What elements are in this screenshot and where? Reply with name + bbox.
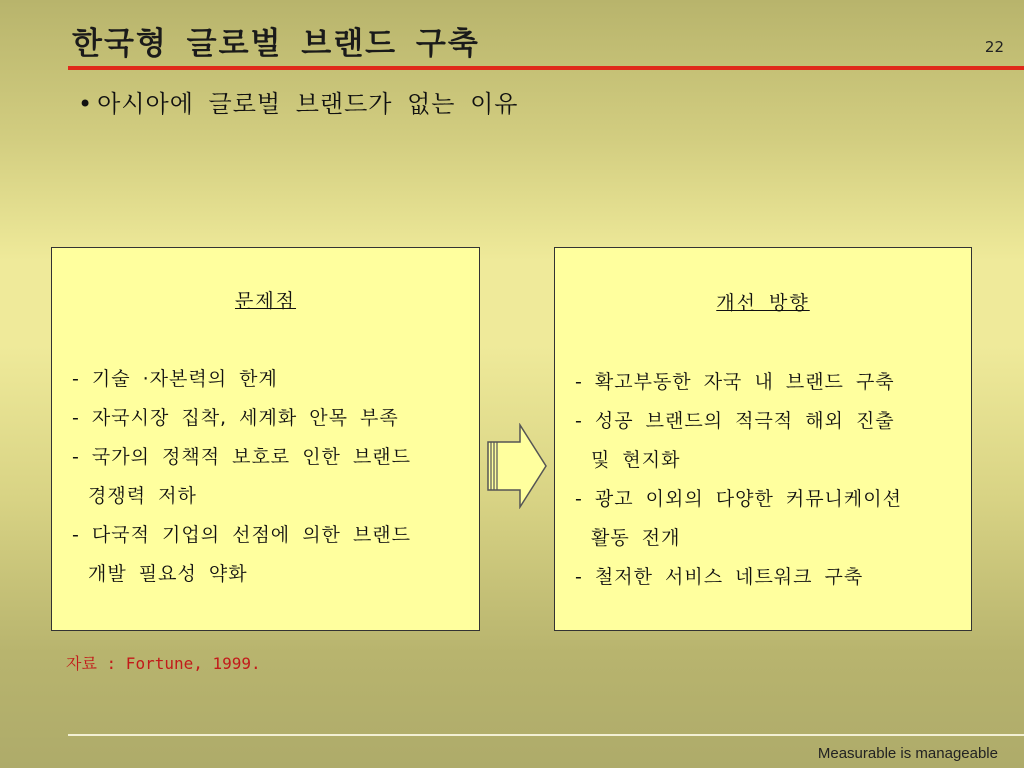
list-item — [575, 558, 965, 597]
list-item-text: - 자국시장 집착, 세계화 안목 부족 — [72, 407, 399, 429]
source-citation: 자료 : Fortune, 1999. — [66, 654, 261, 673]
page-number: 22 — [984, 38, 1004, 56]
list-item-text: - 기술 ·자본력의 한계 — [72, 368, 278, 390]
list-item-continuation: 활동 전개 — [591, 527, 681, 549]
improvements-heading: 개선 방향 — [716, 292, 810, 314]
list-item-text: - 성공 브랜드의 적극적 해외 진출 — [575, 410, 895, 432]
list-item-continuation: 경쟁력 저하 — [88, 485, 197, 507]
problems-box — [51, 247, 480, 631]
list-item — [72, 438, 473, 516]
bullet-icon: • — [78, 90, 94, 118]
list-item-text: - 다국적 기업의 선점에 의한 브랜드 — [72, 524, 412, 546]
improvements-box — [554, 247, 972, 631]
right-arrow-icon — [484, 423, 548, 509]
footer-tagline: Measurable is manageable — [817, 745, 998, 762]
list-item-text: - 광고 이외의 다양한 커뮤니케이션 — [575, 488, 902, 510]
footer-rule — [68, 734, 1024, 736]
improvements-list — [575, 363, 965, 597]
list-item — [72, 516, 473, 594]
list-item — [575, 402, 965, 480]
list-item-continuation: 및 현지화 — [591, 449, 681, 471]
subtitle — [78, 84, 518, 119]
list-item-text: - 철저한 서비스 네트워크 구축 — [575, 566, 864, 588]
problems-list — [72, 360, 473, 594]
problems-heading: 문제점 — [234, 290, 297, 312]
list-item-text: - 확고부동한 자국 내 브랜드 구축 — [575, 371, 895, 393]
list-item — [72, 360, 473, 399]
list-item — [575, 363, 965, 402]
subtitle-text: 아시아에 글로벌 브랜드가 없는 이유 — [97, 90, 519, 118]
list-item-text: - 국가의 정책적 보호로 인한 브랜드 — [72, 446, 412, 468]
title-underline-rule — [68, 66, 1024, 70]
list-item-continuation: 개발 필요성 약화 — [88, 563, 248, 585]
list-item — [575, 480, 965, 558]
list-item — [72, 399, 473, 438]
slide-title: 한국형 글로벌 브랜드 구축 — [72, 26, 480, 62]
